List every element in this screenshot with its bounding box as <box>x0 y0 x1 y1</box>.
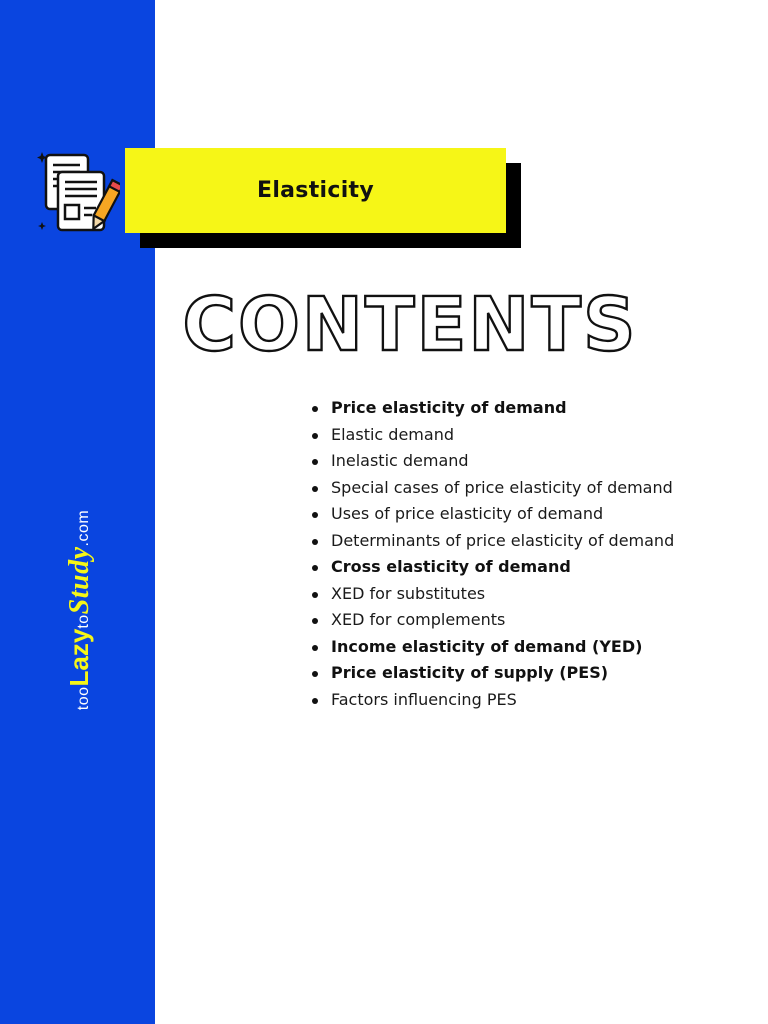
brand-com: .com <box>75 509 92 547</box>
brand-too: too <box>75 686 92 711</box>
brand-to: to <box>75 614 92 629</box>
contents-list <box>312 395 674 713</box>
contents-heading-text: CONTENTS <box>182 282 638 368</box>
contents-item: Factors influencing PES <box>312 687 674 714</box>
contents-item: Price elasticity of demand <box>312 395 674 422</box>
contents-item: Inelastic demand <box>312 448 674 475</box>
page-title: Elasticity <box>256 178 374 203</box>
contents-item: Elastic demand <box>312 422 674 449</box>
documents-pencil-icon <box>36 150 120 240</box>
brand-wordmark <box>66 510 94 710</box>
contents-item: Determinants of price elasticity of demand <box>312 528 674 555</box>
contents-item: Uses of price elasticity of demand <box>312 501 674 528</box>
brand-study: Study <box>64 546 95 615</box>
contents-item: Cross elasticity of demand <box>312 554 674 581</box>
brand-lazy: Lazy <box>64 628 94 687</box>
contents-heading <box>170 280 650 372</box>
contents-item: XED for complements <box>312 607 674 634</box>
contents-item: Special cases of price elasticity of demand <box>312 475 674 502</box>
contents-item: XED for substitutes <box>312 581 674 608</box>
title-box <box>125 148 506 233</box>
contents-item: Income elasticity of demand (YED) <box>312 634 674 661</box>
contents-item: Price elasticity of supply (PES) <box>312 660 674 687</box>
